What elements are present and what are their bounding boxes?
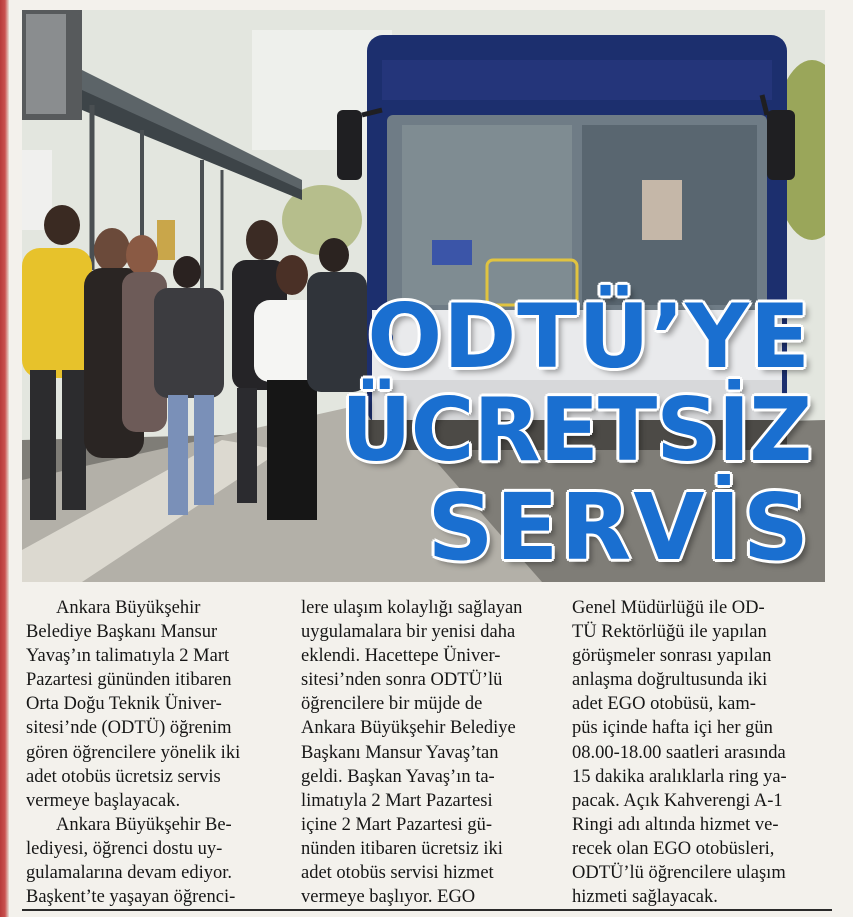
column-line: limatıyla 2 Mart Pazartesi: [301, 790, 493, 811]
column-line: recek olan EGO otobüsleri,: [572, 838, 775, 859]
column-line: adet EGO otobüsü, kam-: [572, 694, 756, 715]
column-line: gören öğrencilere yönelik iki: [26, 742, 241, 763]
column-line: ODTÜ’lü öğrencilere ulaşım: [572, 863, 786, 884]
column-line: öğrencilere bir müjde de: [301, 694, 483, 715]
article-body: [0, 596, 853, 908]
column-line: Belediye Başkanı Mansur: [26, 622, 218, 643]
column-line: uygulamalara bir yenisi daha: [301, 622, 516, 643]
column-line: görüşmeler sonrası yapılan: [572, 646, 772, 667]
headline-line-3: SERVİS: [427, 474, 811, 581]
column-line: TÜ Rektörlüğü ile yapılan: [572, 622, 767, 643]
column-line: hizmeti sağlayacak.: [572, 887, 718, 908]
column-line: vermeye başlıyor. EGO: [301, 887, 476, 908]
headline-line-1: ODTÜ’YE: [367, 285, 811, 388]
column-line: eklendi. Hacettepe Üniver-: [301, 646, 501, 667]
column-line: 15 dakika aralıklarla ring ya-: [572, 766, 787, 787]
column-line: Pazartesi gününden itibaren: [26, 670, 232, 691]
column-line: adet otobüs servisi hizmet: [301, 863, 494, 884]
column-line: sitesi’nden sonra ODTÜ’lü: [301, 670, 503, 691]
bottom-rule: [22, 909, 832, 911]
article-column-2: [301, 596, 556, 909]
headline-line-2: ÜCRETSİZ: [341, 379, 812, 481]
column-line: püs içinde hafta içi her gün: [572, 718, 773, 739]
news-photo: [22, 10, 825, 582]
headline: [341, 285, 812, 581]
column-line: Ankara Büyükşehir Be-: [56, 814, 232, 835]
article-column-1: [26, 596, 278, 909]
column-line: Başkent’te yaşayan öğrenci-: [26, 887, 236, 908]
column-line: Ankara Büyükşehir Belediye: [301, 718, 516, 739]
column-line: gulamalarına devam ediyor.: [26, 863, 232, 884]
column-line: Yavaş’ın talimatıyla 2 Mart: [26, 646, 230, 667]
column-line: Başkanı Mansur Yavaş’tan: [301, 742, 499, 763]
column-line: sitesi’nde (ODTÜ) öğrenim: [26, 718, 232, 739]
column-line: içine 2 Mart Pazartesi gü-: [301, 814, 493, 835]
column-line: lere ulaşım kolaylığı sağlayan: [301, 598, 523, 618]
column-line: 08.00-18.00 saatleri arasında: [572, 742, 786, 763]
column-line: Ringi adı altında hizmet ve-: [572, 814, 779, 835]
column-line: adet otobüs ücretsiz servis: [26, 766, 221, 787]
column-line: Orta Doğu Teknik Üniver-: [26, 694, 222, 715]
column-line: anlaşma doğrultusunda iki: [572, 670, 768, 691]
column-line: pacak. Açık Kahverengi A-1: [572, 790, 783, 811]
column-line: vermeye başlayacak.: [26, 790, 181, 811]
column-line: geldi. Başkan Yavaş’ın ta-: [301, 766, 495, 787]
column-line: Genel Müdürlüğü ile OD-: [572, 598, 765, 618]
column-line: lediyesi, öğrenci dostu uy-: [26, 838, 223, 859]
column-line: Ankara Büyükşehir: [56, 598, 201, 618]
article-column-3: [572, 596, 830, 909]
column-line: nünden itibaren ücretsiz iki: [301, 838, 503, 859]
